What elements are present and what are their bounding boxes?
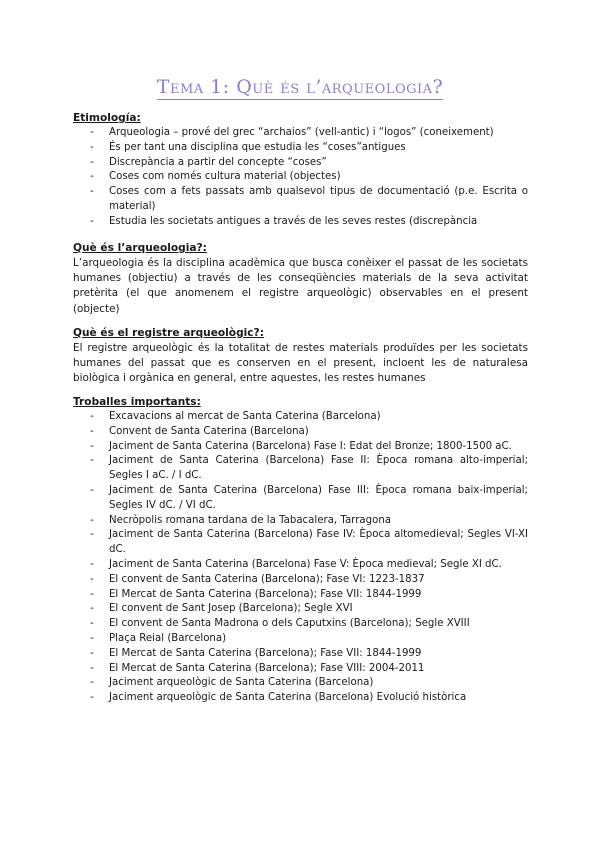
list-item: - Coses com a fets passats amb qualsevol tipus de documentació (p.e. Escrita o material) [90, 186, 528, 212]
list-item: - Necròpolis romana tardana de la Tabacalera, Tarragona [90, 514, 392, 526]
list-item: - Jaciment de Santa Caterina (Barcelona) Fase IV: Època altomedieval; Segles VI-XI dC. [90, 529, 528, 556]
section-heading: Què és el registre arqueològic?: [73, 327, 264, 339]
section-etimologia [73, 110, 528, 230]
list-item: - El convent de Sant Josep (Barcelona); Segle XVI [90, 603, 353, 615]
list-item: - Jaciment arqueològic de Santa Caterina (Barcelona) Evolució històrica [90, 692, 467, 704]
list-item: - El Mercat de Santa Caterina (Barcelona); Fase VII: 1844-1999 [90, 647, 422, 659]
list-item: - El Mercat de Santa Caterina (Barcelona); Fase VIII: 2004-2011 [90, 662, 425, 674]
list-item: - El convent de Santa Caterina (Barcelona); Fase VI: 1223-1837 [90, 573, 425, 585]
list-item: - El convent de Santa Madrona o dels Caputxins (Barcelona); Segle XVIII [90, 618, 470, 630]
paragraph: L’arqueologia és la disciplina acadèmica que busca conèixer el passat de les societats humanes (objectiu) a través de les conseqüències materials de la seva activitat pretèrita (el que anomenem el registre arqueològic) observables en el present (objecte) [73, 257, 528, 315]
list-item: - Jaciment de Santa Caterina (Barcelona) Fase I: Edat del Bronze; 1800-1500 aC. [90, 440, 512, 452]
list-item: - Jaciment arqueològic de Santa Caterina (Barcelona) [90, 677, 374, 689]
troballes-list [73, 410, 528, 706]
list-item: - Jaciment de Santa Caterina (Barcelona) Fase III: Època romana baix-imperial; Segles IV dC. / VI dC. [90, 484, 528, 511]
list-item: - Coses com només cultura material (objectes) [90, 171, 341, 183]
list-item: - Jaciment de Santa Caterina (Barcelona) Fase V: Època medieval; Segle XI dC. [90, 558, 502, 570]
list-item: - Convent de Santa Caterina (Barcelona) [90, 425, 309, 437]
list-item: - El Mercat de Santa Caterina (Barcelona); Fase VII: 1844-1999 [90, 588, 422, 600]
page-title: Tema 1: Què és l’arqueologia? [156, 76, 444, 98]
list-item: - Plaça Reial (Barcelona) [90, 632, 227, 644]
section-heading: Què és l’arqueologia?: [73, 242, 207, 254]
list-item: - Estudia les societats antigues a través de les seves restes (discrepància [90, 215, 478, 227]
etimologia-list [73, 126, 528, 230]
paragraph: El registre arqueològic és la totalitat de restes materials produïdes per les societats humanes del passat que es conserven en el present, incloent les de naturalesa biològica i orgànica en general, entre aquestes, les restes humanes [73, 342, 528, 385]
list-item: - Jaciment de Santa Caterina (Barcelona) Fase II: Època romana alto-imperial; Segles I aC. / I dC. [90, 455, 528, 482]
section-registre [73, 325, 528, 387]
section-troballes [73, 394, 528, 706]
list-item: - Arqueologia – prové del grec “archaios” (vell-antic) i “logos” (coneixement) [90, 127, 494, 138]
list-item: - És per tant una disciplina que estudia les “coses”antigues [90, 141, 406, 153]
section-heading: Etimología: [73, 112, 141, 124]
section-que-es [73, 240, 528, 317]
list-item: - Excavacions al mercat de Santa Caterina (Barcelona) [90, 411, 381, 422]
section-heading: Troballes importants: [73, 396, 201, 408]
list-item: - Discrepància a partir del concepte “coses” [90, 156, 327, 168]
